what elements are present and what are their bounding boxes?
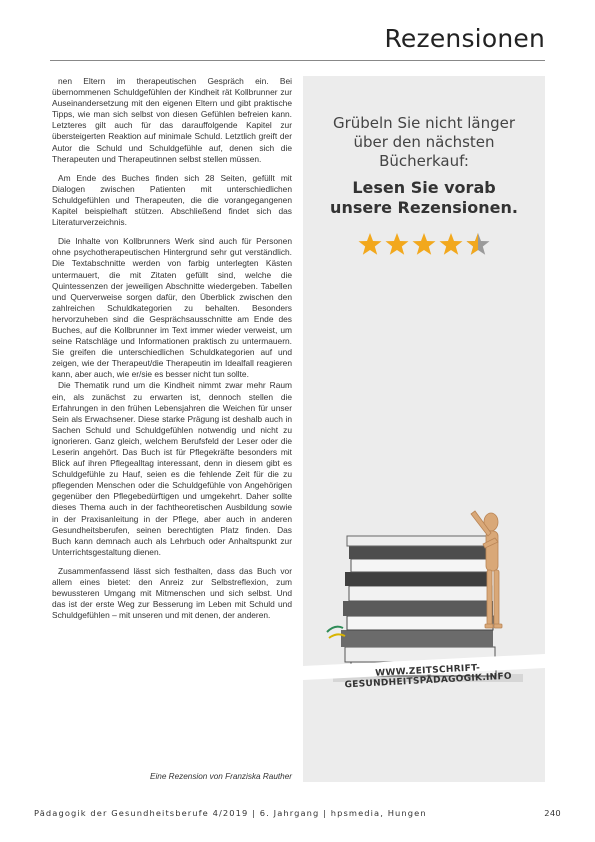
star-icon xyxy=(359,233,382,255)
ad-tagline xyxy=(303,178,545,218)
ad-headline-line: über den nächsten xyxy=(353,133,495,151)
journal-info: Pädagogik der Gesundheitsberufe 4/2019 | 6. Jahrgang | hpsmedia, Hungen xyxy=(34,808,427,818)
article-paragraph: Die Thematik rund um die Kindheit nimmt zwar mehr Raum ein, als zunächst zu erwarten ist, dennoch stellen die Erfahrungen in den frühen Lebensjahren die Weichen für unser Sein als Erwachsener. Diese starke Prägung ist deshalb auch in Sachen Schuld und Schuldgefühlen notwendig und nicht zu ignorieren. Ganz gleich, welchem Berufsfeld der Leser oder die Leserin angehört. Das Buch ist für Pflegekräfte besonders mit Blick auf ihren Pflegealltag interessant, denn in diesem gibt es Schuldgefühle zu Hauf, seien es die fehlende Zeit für die zu pflegenden Menschen oder die Schuldgefühle von Angehörigen gegenüber den Pflegebedürftigen und umgekehrt. Daher sollte dieses Thema auch in der fachtheoretischen Ausbildung sowie in der Praxisanleitung in der Pflege, aber auch in anderen Gesundheitsberufen, seinen berechtigten Platz finden. Das Buch kann demnach auch als Lehrbuch oder Anhaltspunkt zur Unterrichtsgestaltung dienen. xyxy=(52,380,292,557)
star-rating xyxy=(358,231,492,257)
ad-url: WWW.ZEITSCHRIFT-GESUNDHEITSPÄDAGOGIK.INFO xyxy=(344,663,513,691)
advertisement-panel xyxy=(303,76,545,782)
review-signature: Eine Rezension von Franziska Rauther xyxy=(150,772,292,781)
header-rule xyxy=(50,60,545,61)
article-paragraph: Am Ende des Buches finden sich 28 Seiten, gefüllt mit Dialogen zwischen Patienten mit unterschiedlichen Schuldgefühlen und Therapeuten, die die vorangegangenen Kapitel beispielhaft stützen. Abschließend findet sich das Literaturverzeichnis. xyxy=(52,172,292,228)
page-footer xyxy=(34,808,561,818)
star-icon xyxy=(386,233,409,255)
ad-headline-line: Bücherkauf: xyxy=(379,152,469,170)
star-icon xyxy=(413,233,436,255)
article-paragraph: Die Inhalte von Kollbrunners Werk sind auch für Personen ohne psychotherapeutischen Hintergrund sehr gut verständlich. Die Textabschnitte werden von farbig unterlegten Kästen untermauert, die mit Zitaten gefüllt sind, welche die Quintessenzen der jeweiligen Abschnitte wiedergeben. Tabellen und Querverweise sorgen dafür, den Überblick zwischen den zahlreichen Schuldkategorien zu behalten. Besonders hervorzuheben sind die Gesprächsausschnitte am Ende des Buches, auf die Kollbrunner im Text immer wieder verweist, um seine Ratschläge und Informationen praktisch zu untermauern. Sie greifen die unterschiedlichen Schuldkategorien auf und zeigen, wie der Therapeut/die Therapeutin im Idealfall reagieren kann, aber auch, wie er/sie es besser nicht tun sollte. xyxy=(52,236,292,380)
ad-headline xyxy=(303,114,545,171)
star-icon xyxy=(440,233,463,255)
ad-tagline-line: Lesen Sie vorab xyxy=(352,178,496,197)
article-paragraph: Zusammenfassend lässt sich festhalten, dass das Buch vor allem eines bietet: den Anreiz zur Selbstreflexion, zum bewussteren Umgang mit Mitmenschen und sich selbst. Und das ist der erste Weg zur Besserung im Leben mit Schuld und Schuldgefühlen – mit unseren und mit denen, der anderen. xyxy=(52,565,292,621)
page-number: 240 xyxy=(544,808,561,818)
article-paragraph: nen Eltern im therapeutischen Gespräch ein. Bei übernommenen Schuldgefühlen der Kindheit rät Kollbrunner zur Auseinandersetzung mit den eigenen Eltern und gibt praktische Tipps, wie man sich selbst von diesen Gefühlen befreien kann. Letzteres gilt auch für das darauffolgende Kapitel zur übersteigerten Reaktion auf minimale Schuld. Letztlich greift der Autor die Schuld und Schuldgefühle auf, denen sich die Therapeuten und Therapeutinnen selbst stellen müssen. xyxy=(52,76,292,164)
half-star-icon xyxy=(467,233,490,255)
ad-tagline-line: unsere Rezensionen. xyxy=(330,198,518,217)
ad-headline-line: Grübeln Sie nicht länger xyxy=(332,114,516,132)
section-title: Rezensionen xyxy=(384,24,545,53)
article-body xyxy=(52,76,292,629)
